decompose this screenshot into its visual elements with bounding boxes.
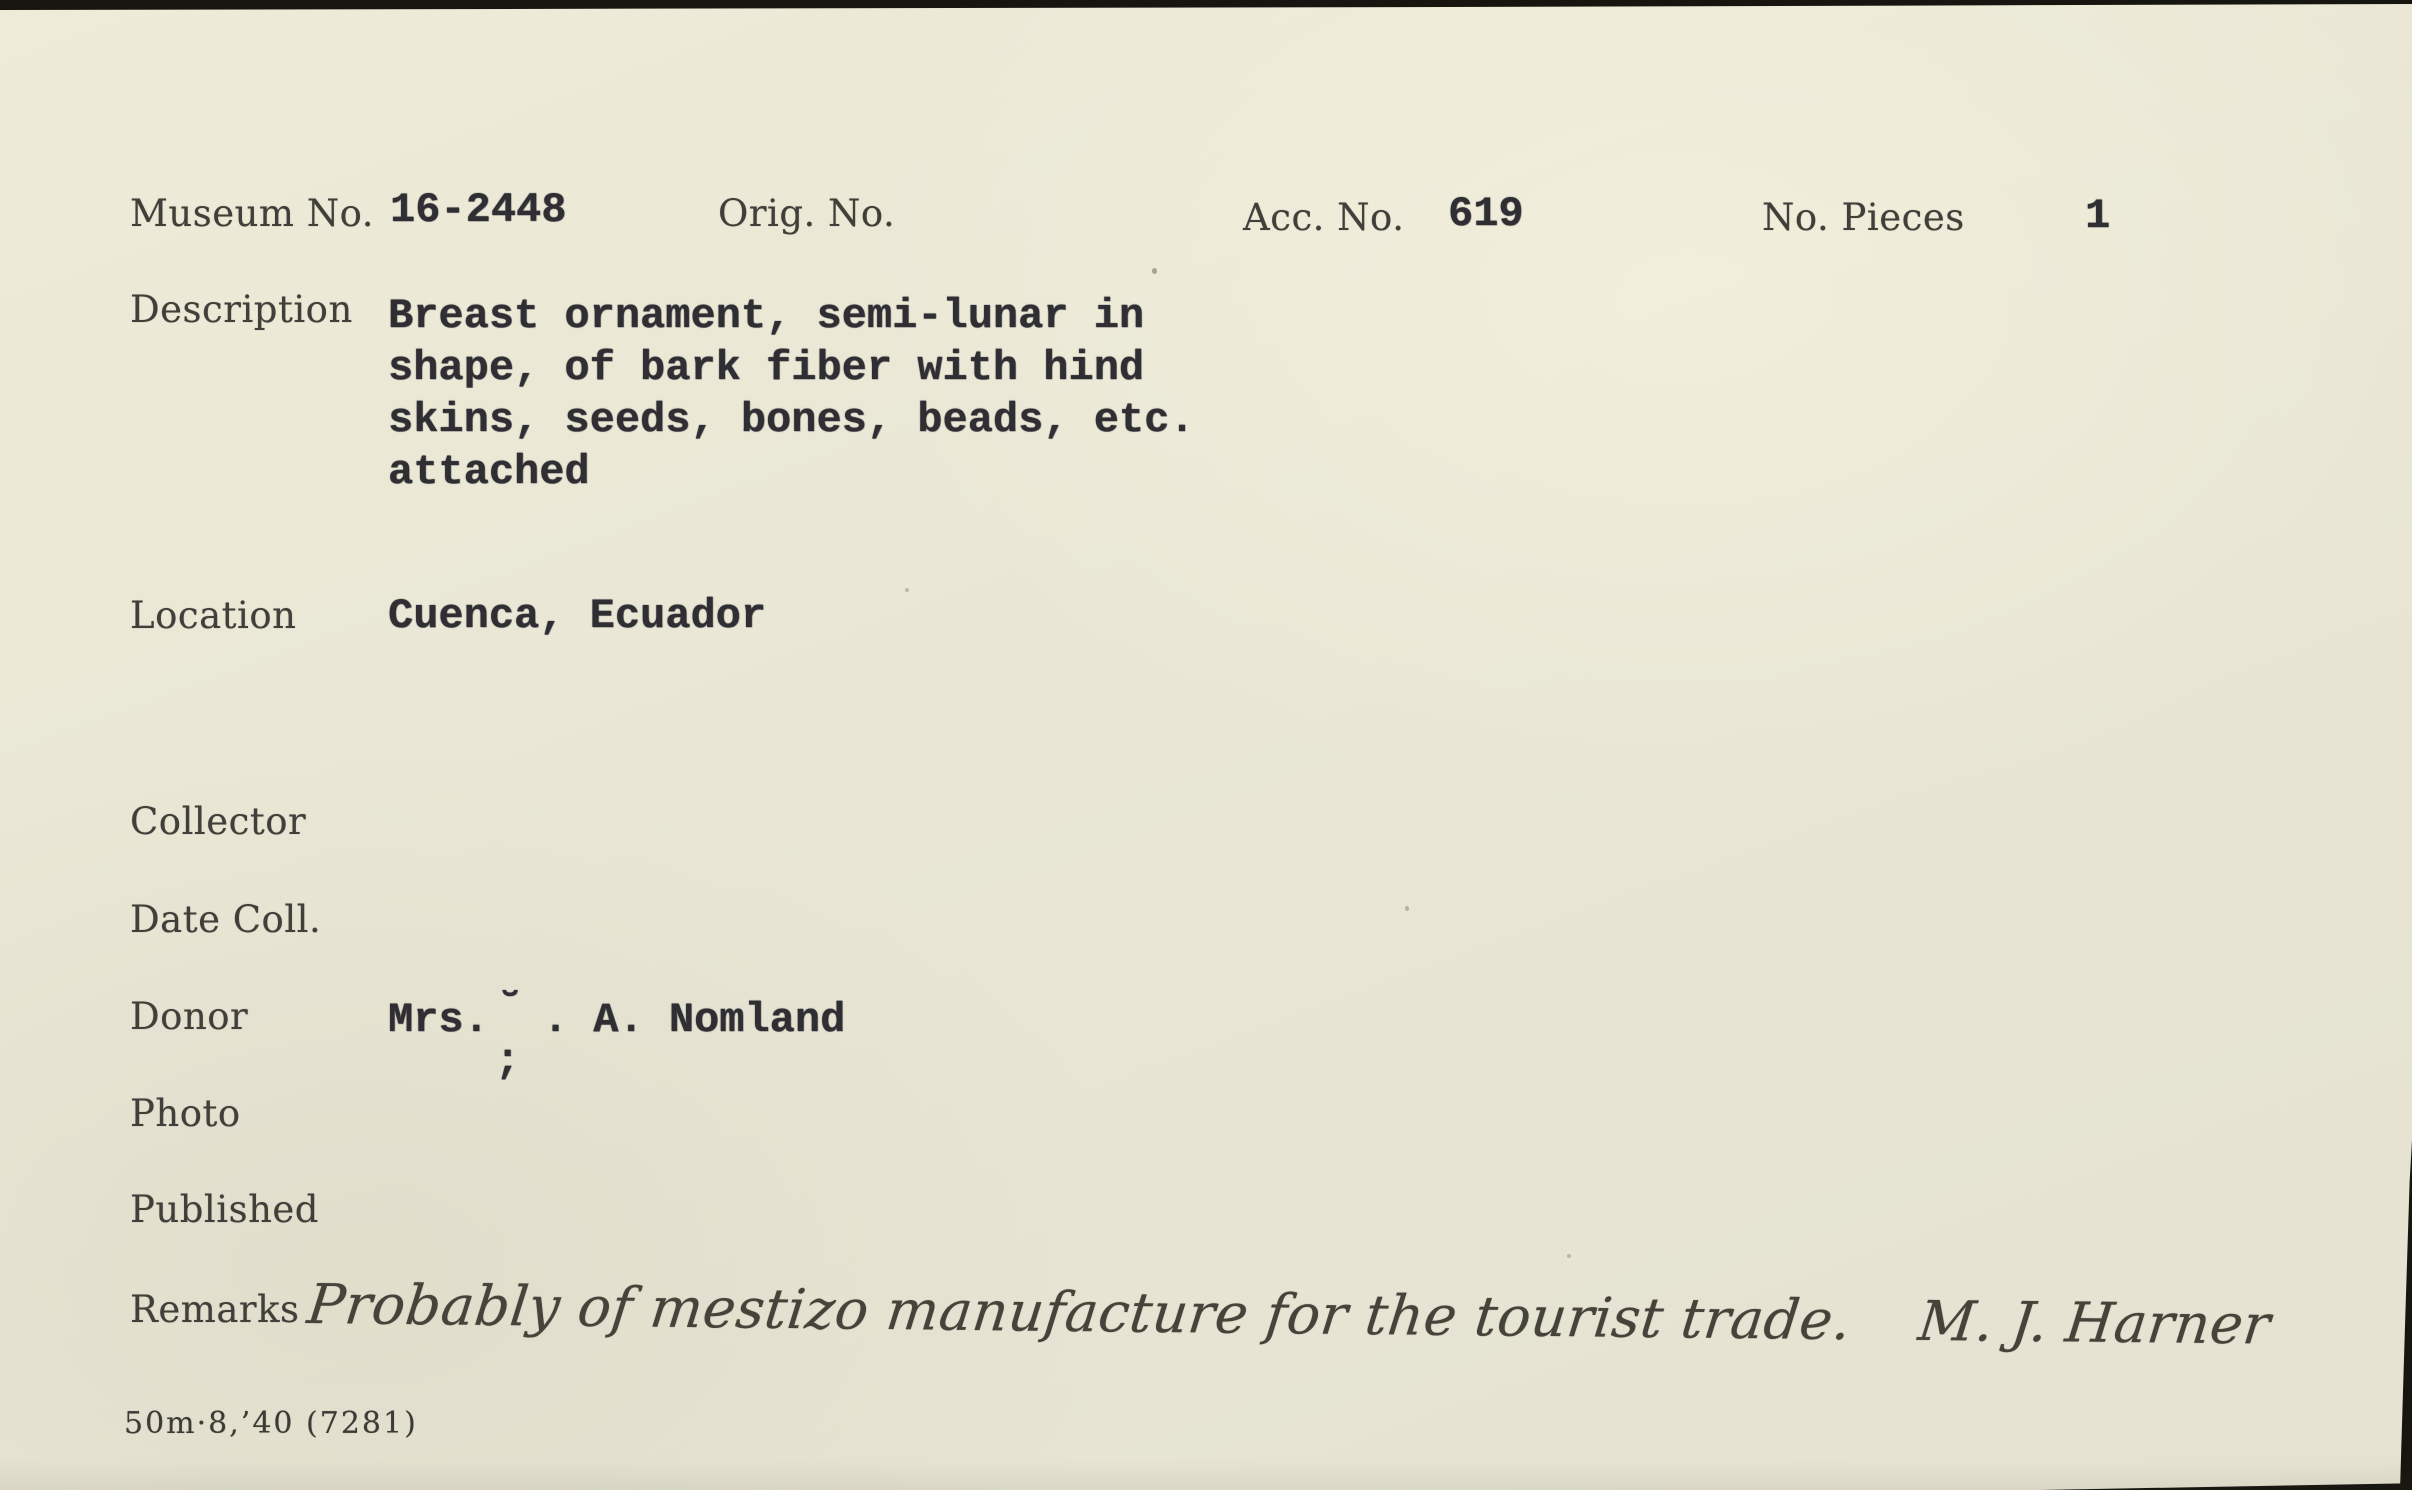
scan-edge-right bbox=[2400, 1140, 2412, 1490]
orig-no-label: Orig. No. bbox=[718, 192, 896, 235]
donor-value-rest: . A. Nomland bbox=[542, 996, 846, 1044]
acc-no-value: 619 bbox=[1448, 190, 1524, 238]
paper-speck bbox=[1405, 906, 1409, 911]
no-pieces-label: No. Pieces bbox=[1762, 196, 1965, 239]
remarks-text: Probably of mestizo manufacture for the tourist trade. bbox=[304, 1272, 1855, 1353]
donor-overstrike-bottom: ; bbox=[494, 1037, 521, 1085]
paper-speck bbox=[1152, 268, 1157, 274]
no-pieces-value: 1 bbox=[2085, 192, 2111, 240]
form-number: 50m·8,’40 (7281) bbox=[124, 1406, 418, 1441]
description-value bbox=[388, 290, 1195, 498]
description-line: skins, seeds, bones, beads, etc. bbox=[388, 396, 1195, 444]
remarks-handwritten-value bbox=[304, 1272, 2274, 1356]
paper-speck bbox=[905, 588, 909, 592]
photo-label: Photo bbox=[130, 1092, 241, 1135]
scan-edge-top bbox=[0, 0, 2412, 10]
description-line: shape, of bark fiber with hind bbox=[388, 344, 1145, 392]
donor-value bbox=[388, 985, 846, 1085]
description-line: Breast ornament, semi-lunar in bbox=[388, 292, 1145, 340]
collector-label: Collector bbox=[130, 800, 307, 843]
remarks-signature: M. J. Harner bbox=[1915, 1288, 2274, 1357]
donor-value-prefix: Mrs. bbox=[388, 996, 489, 1044]
date-coll-label: Date Coll. bbox=[130, 898, 322, 941]
location-label: Location bbox=[130, 594, 297, 637]
remarks-label: Remarks bbox=[130, 1288, 300, 1331]
description-label: Description bbox=[130, 288, 353, 331]
scan-bottom-shade bbox=[0, 1460, 2412, 1490]
donor-overstrike-top: ˘ bbox=[496, 985, 524, 1035]
museum-no-label: Museum No. bbox=[130, 192, 375, 235]
acc-no-label: Acc. No. bbox=[1243, 196, 1405, 239]
museum-no-value: 16-2448 bbox=[390, 186, 567, 234]
paper-speck bbox=[1567, 1254, 1571, 1258]
donor-label: Donor bbox=[130, 995, 249, 1038]
location-value: Cuenca, Ecuador bbox=[388, 592, 767, 640]
published-label: Published bbox=[130, 1188, 319, 1231]
description-line: attached bbox=[388, 448, 590, 496]
